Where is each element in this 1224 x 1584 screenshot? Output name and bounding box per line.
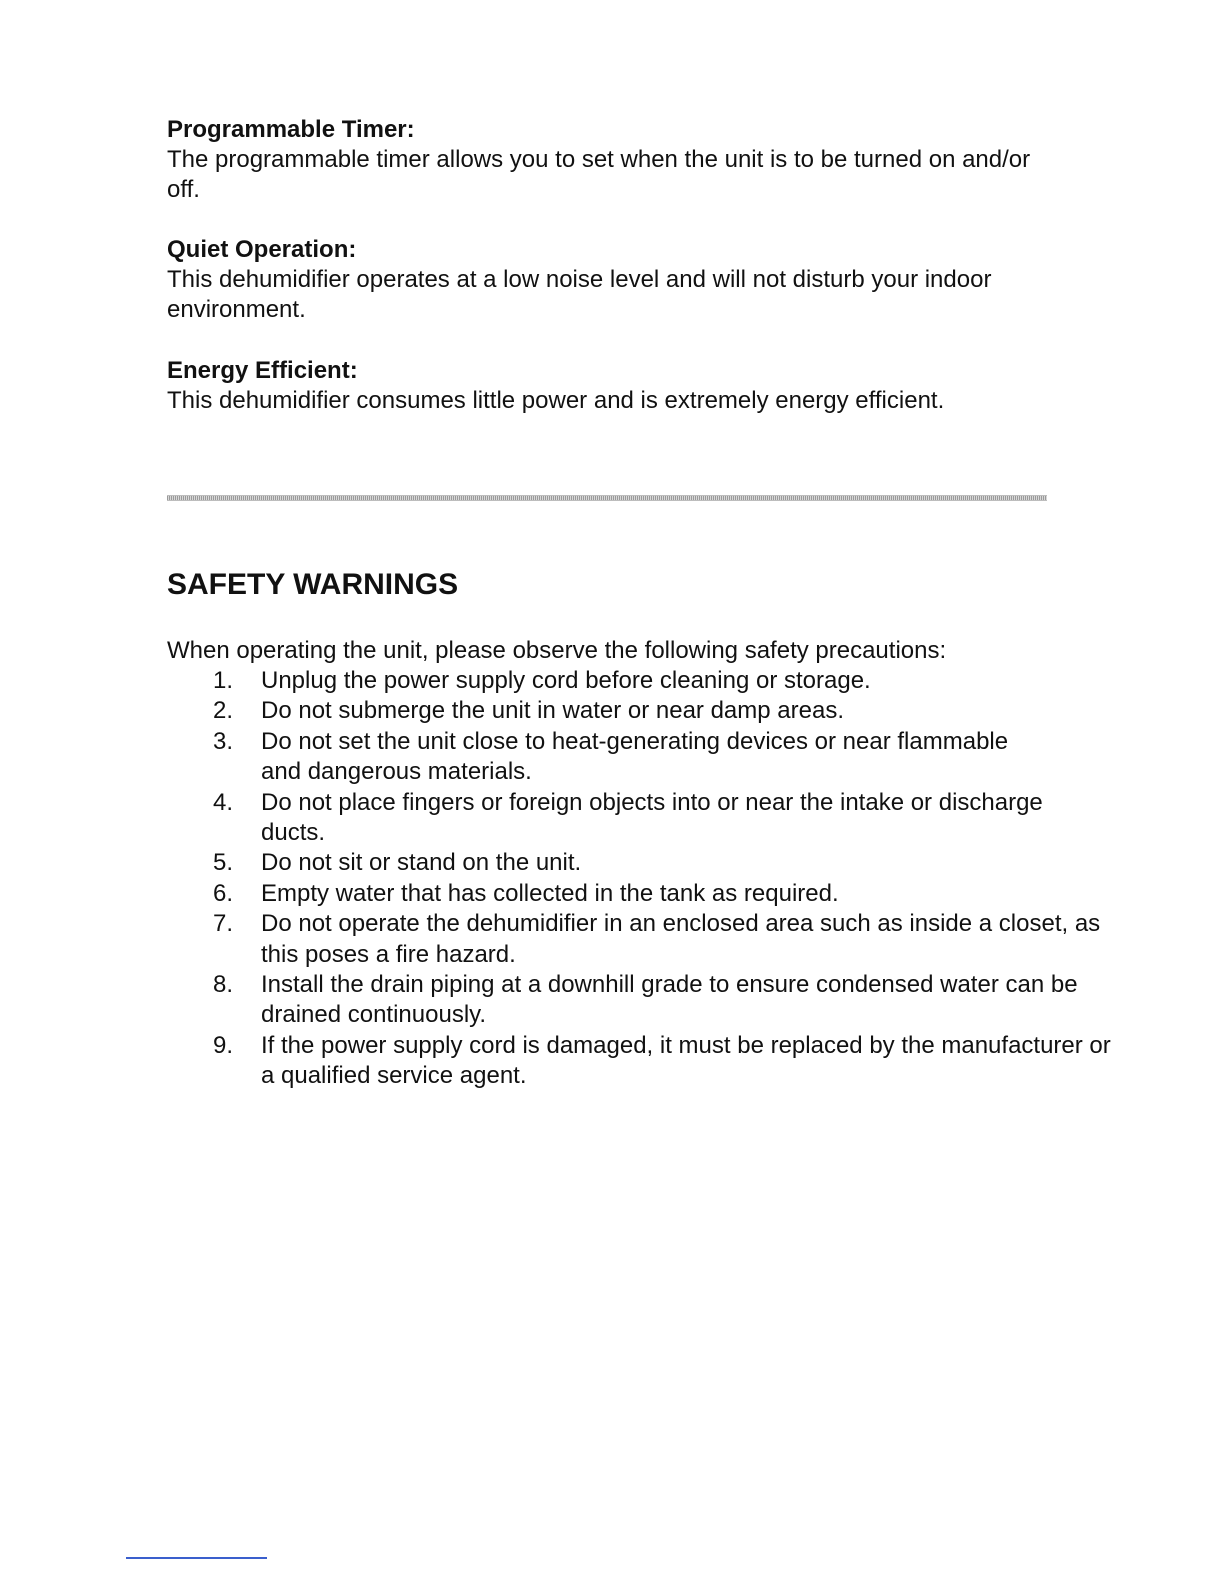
list-item-text: Do not sit or stand on the unit.: [261, 849, 582, 877]
list-item-text: Do not set the unit close to heat-generating devices or near flammable and dangerous materials.: [261, 727, 1009, 786]
list-item: [167, 1031, 1111, 1092]
feature-programmable-timer: [167, 115, 1067, 205]
list-item: [167, 727, 1031, 788]
list-item-number: 3.: [213, 727, 234, 755]
feature-quiet-operation: [167, 235, 1067, 325]
feature-heading: Quiet Operation:: [167, 236, 357, 263]
list-item-text: Unplug the power supply cord before cleaning or storage.: [261, 667, 871, 694]
list-item-number: 1.: [213, 667, 234, 694]
list-item-text: Install the drain piping at a downhill grade to ensure condensed water can be drained continuously.: [261, 971, 1078, 1029]
list-item-number: 4.: [213, 788, 234, 816]
list-item: [167, 970, 1111, 1031]
feature-heading: Energy Efficient:: [167, 357, 358, 384]
section-title: SAFETY WARNINGS: [167, 568, 459, 601]
safety-warning-list: [167, 666, 1111, 1092]
safety-intro: When operating the unit, please observe the following safety precautions:: [167, 637, 947, 664]
list-item-number: 8.: [213, 971, 234, 999]
list-item-number: 7.: [213, 910, 234, 938]
list-item-text: If the power supply cord is damaged, it must be replaced by the manufacturer or a qualified service agent.: [261, 1031, 1111, 1090]
feature-description: This dehumidifier operates at a low noise level and will not disturb your indoor environment.: [167, 266, 992, 323]
list-item-text: Do not submerge the unit in water or near damp areas.: [261, 697, 844, 725]
list-item-number: 2.: [213, 697, 234, 725]
list-item: [167, 879, 1067, 909]
list-item-text: Do not place fingers or foreign objects into or near the intake or discharge ducts.: [261, 788, 1043, 847]
list-item: [167, 788, 1111, 849]
list-item: [167, 666, 1067, 696]
list-item: [167, 848, 1067, 878]
list-item-number: 5.: [213, 849, 234, 877]
list-item-text: Empty water that has collected in the tank as required.: [261, 879, 839, 907]
feature-description: The programmable timer allows you to set when the unit is to be turned on and/or off.: [167, 146, 1031, 203]
list-item-text: Do not operate the dehumidifier in an enclosed area such as inside a closet, as this poses a fire hazard.: [261, 910, 1101, 968]
list-item-number: 9.: [213, 1031, 234, 1059]
feature-description: This dehumidifier consumes little power and is extremely energy efficient.: [167, 387, 945, 414]
list-item: [167, 696, 1067, 726]
feature-heading: Programmable Timer:: [167, 116, 415, 143]
section-divider: [167, 495, 1047, 501]
footer-rule: [126, 1557, 267, 1559]
list-item-number: 6.: [213, 879, 234, 907]
list-item: [167, 909, 1141, 970]
feature-energy-efficient: [167, 356, 1067, 416]
